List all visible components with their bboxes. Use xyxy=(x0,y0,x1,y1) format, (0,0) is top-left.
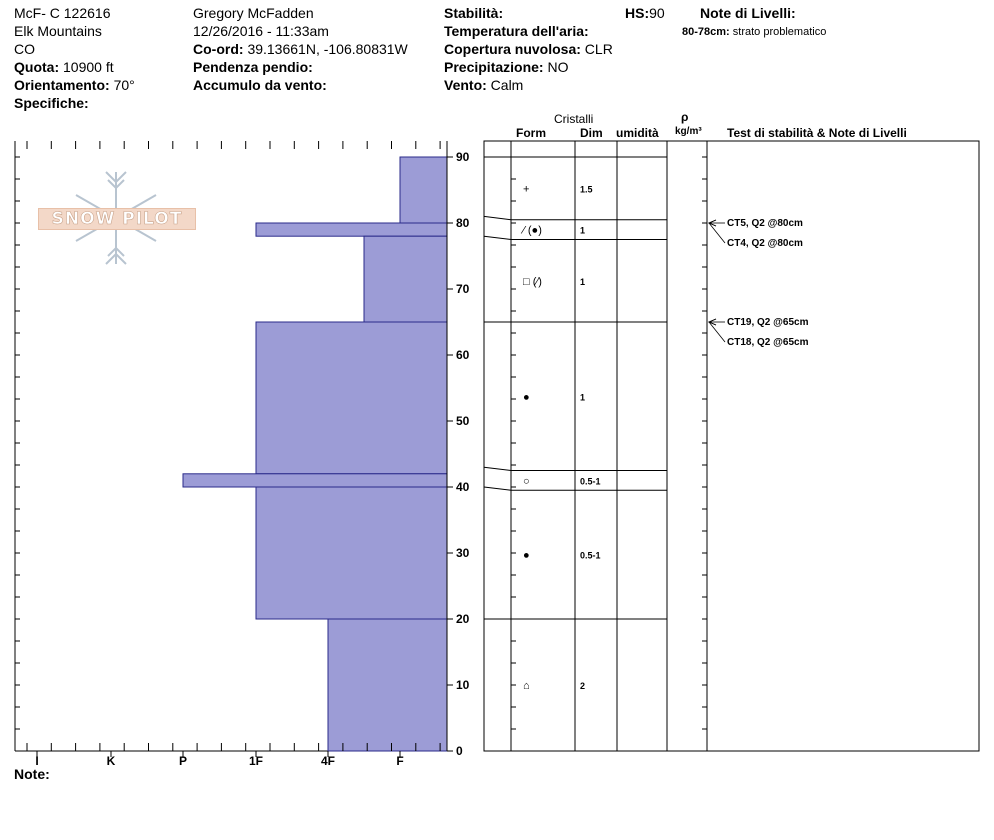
profile-id: McF- C 122616 xyxy=(14,5,111,21)
layer-connector xyxy=(484,236,511,239)
hs-value: 90 xyxy=(649,5,665,21)
coords-label: Co-ord: xyxy=(193,41,244,57)
location: Elk Mountains xyxy=(14,23,102,39)
depth-tick-label: 20 xyxy=(456,612,470,626)
stability-label: Stabilità: xyxy=(444,5,504,21)
depth-tick-label: 30 xyxy=(456,546,470,560)
hardness-bar xyxy=(328,619,447,751)
crystal-form-symbol: ● xyxy=(523,391,530,404)
crystal-size-label: 1.5 xyxy=(580,184,593,195)
cloud-value: CLR xyxy=(584,41,613,57)
hardness-x-tick-label: P xyxy=(178,754,188,768)
crystal-size-label: 0.5-1 xyxy=(580,476,601,487)
moisture-header: umidità xyxy=(616,126,659,140)
crystal-size-label: 1 xyxy=(580,225,586,236)
coords-value: 39.13661N, -106.80831W xyxy=(247,41,408,57)
depth-tick-label: 80 xyxy=(456,216,470,230)
stability-test-label: CT18, Q2 @65cm xyxy=(727,337,809,348)
hardness-bar xyxy=(400,157,447,223)
crystal-form-symbol: □ (⁄) xyxy=(523,275,542,288)
hardness-bar xyxy=(364,236,447,322)
crystal-grid-frame xyxy=(484,141,979,751)
slope-label: Pendenza pendio: xyxy=(193,59,313,75)
depth-tick-label: 70 xyxy=(456,282,470,296)
crystal-size-label: 1 xyxy=(580,392,586,403)
hardness-bar xyxy=(256,223,447,236)
hardness-bar xyxy=(256,487,447,619)
precip-value: NO xyxy=(547,59,569,75)
stability-test-label: CT19, Q2 @65cm xyxy=(727,317,809,328)
layer-note-depth: 80-78cm: xyxy=(682,26,730,38)
layer-connector xyxy=(484,467,511,470)
layer-note-text: strato problematico xyxy=(732,26,827,38)
stability-test-pointer xyxy=(709,223,725,243)
depth-tick-label: 10 xyxy=(456,678,470,692)
precip-label: Precipitazione: xyxy=(444,59,544,75)
crystal-form-symbol: ● xyxy=(523,549,530,562)
crystal-size-label: 0.5-1 xyxy=(580,550,601,561)
logo-text: SNOW PILOT xyxy=(38,208,196,230)
hardness-bar xyxy=(183,474,447,487)
crystal-grid-panel xyxy=(484,141,979,751)
crystal-size-label: 2 xyxy=(580,681,586,691)
wind-loading-label: Accumulo da vento: xyxy=(193,77,327,93)
note-label: Note: xyxy=(14,766,50,782)
datetime: 12/26/2016 - 11:33am xyxy=(193,23,329,39)
stability-test-pointer xyxy=(709,322,725,342)
specifics-label: Specifiche: xyxy=(14,95,89,111)
hardness-x-tick-label: F xyxy=(396,754,404,768)
form-header: Form xyxy=(516,126,546,140)
crystals-header: Cristalli xyxy=(554,112,594,126)
aspect-label: Orientamento: xyxy=(14,77,110,93)
depth-tick-label: 0 xyxy=(456,744,463,758)
state: CO xyxy=(14,41,35,57)
hardness-bar xyxy=(256,322,447,474)
crystal-form-symbol: ⁄ (●) xyxy=(523,224,542,237)
hardness-x-tick-label: 4F xyxy=(320,754,336,768)
depth-tick-label: 40 xyxy=(456,480,470,494)
crystal-form-symbol: + xyxy=(523,183,530,196)
cloud-label: Copertura nuvolosa: xyxy=(444,41,581,57)
stability-test-label: CT5, Q2 @80cm xyxy=(727,218,803,229)
depth-tick-label: 60 xyxy=(456,348,470,362)
hs-label: HS: xyxy=(625,5,650,21)
rho-header: ρ xyxy=(681,110,689,124)
hardness-x-tick-label: K xyxy=(106,754,116,768)
wind-value: Calm xyxy=(490,77,524,93)
stability-test-label: CT4, Q2 @80cm xyxy=(727,238,803,249)
hardness-x-tick-label: 1F xyxy=(248,754,264,768)
size-header: Dim xyxy=(580,126,603,140)
stability-notes-header: Test di stabilità & Note di Livelli xyxy=(727,126,907,140)
crystal-form-symbol: ⌂ xyxy=(523,680,530,692)
depth-tick-label: 90 xyxy=(456,150,470,164)
density-unit-header: kg/m³ xyxy=(675,126,702,137)
crystal-form-symbol: ○ xyxy=(523,475,530,488)
observer: Gregory McFadden xyxy=(193,5,314,21)
elevation-label: Quota: xyxy=(14,59,60,75)
hardness-plot xyxy=(15,141,470,768)
layer-connector xyxy=(484,487,511,490)
wind-label: Vento: xyxy=(444,77,487,93)
crystal-size-label: 1 xyxy=(580,276,586,287)
air-temp-label: Temperatura dell'aria: xyxy=(444,23,589,39)
depth-tick-label: 50 xyxy=(456,414,470,428)
layer-connector xyxy=(484,216,511,219)
layer-notes-label: Note di Livelli: xyxy=(700,5,796,21)
aspect-value: 70° xyxy=(113,77,135,93)
hardness-x-tick-label: I xyxy=(35,754,39,768)
elevation-value: 10900 ft xyxy=(63,59,114,75)
